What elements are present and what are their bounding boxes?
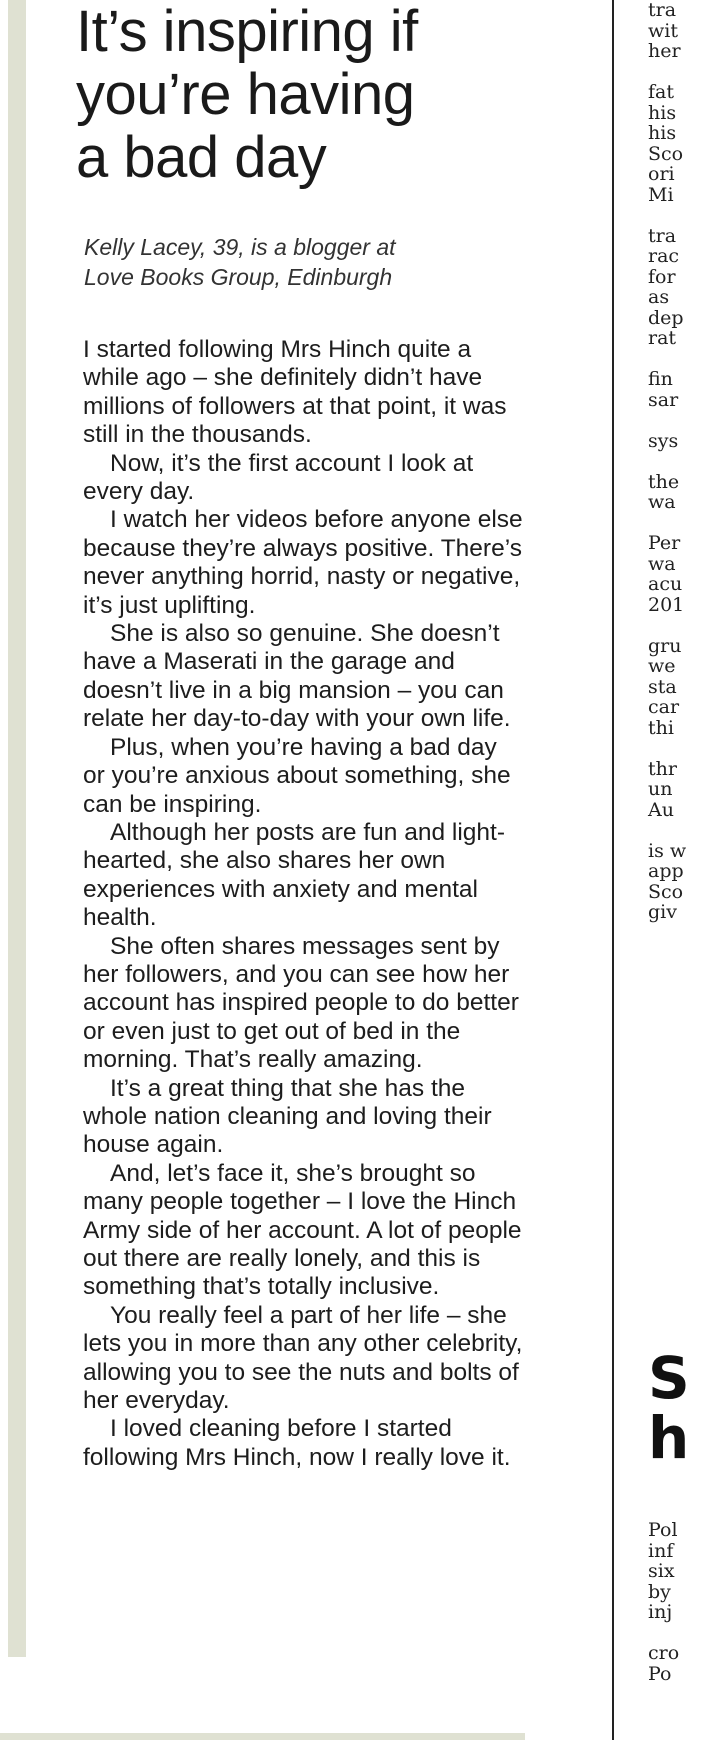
column-fragment: 201 <box>648 593 685 616</box>
column-fragment: thi <box>648 716 674 739</box>
paragraph: It’s a great thing that she has the whole nation cleaning and loving their house again. <box>83 1074 492 1159</box>
column-fragment <box>648 738 708 759</box>
article-byline <box>84 232 534 292</box>
column-fragment <box>648 410 708 431</box>
column-fragment: Pol <box>648 1519 678 1541</box>
column-fragment: inf <box>648 1539 674 1562</box>
bottom-accent-bar <box>0 1733 525 1740</box>
column-fragment: wit <box>648 19 678 42</box>
headline-line: a bad day <box>76 125 327 190</box>
paragraph: Plus, when you’re having a bad day or you’re anxious about something, she can be inspiring. <box>83 733 511 818</box>
column-fragment: tra <box>648 0 677 21</box>
paragraph: Although her posts are fun and light-hearted, she also shares her own experiences with anxiety and mental health. <box>83 818 505 932</box>
column-fragment: acu <box>648 573 683 595</box>
column-fragment: his <box>648 122 677 144</box>
column-fragment: sta <box>648 675 677 698</box>
column-fragment <box>648 513 708 534</box>
column-fragment <box>648 820 708 841</box>
column-fragment: Sco <box>648 142 684 165</box>
column-fragment: tra <box>648 224 677 247</box>
adjacent-headline-fragment: S <box>648 1344 690 1412</box>
column-fragment: his <box>648 101 677 124</box>
column-fragment: her <box>648 40 681 62</box>
paragraph: Now, it’s the first account I look at every day. <box>83 449 474 506</box>
paragraph: She often shares messages sent by her followers, and you can see how her account has inspired people to do better or even just to get out of bed in the morning. That’s really amazing. <box>83 932 519 1074</box>
column-fragment: we <box>648 655 676 677</box>
paragraph: I watch her videos before anyone else because they’re always positive. There’s never anything horrid, nasty or negative, it’s just uplifting. <box>83 506 523 619</box>
column-fragment <box>648 615 708 636</box>
column-fragment: Po <box>648 1662 672 1685</box>
column-fragment: fat <box>648 81 674 103</box>
column-fragment: inj <box>648 1601 673 1623</box>
column-fragment: un <box>648 778 673 800</box>
byline-line: Kelly Lacey, 39, is a blogger at <box>84 234 396 260</box>
column-fragment: rac <box>648 245 680 267</box>
column-fragment: sys <box>648 429 679 452</box>
column-fragment: fin <box>648 368 673 390</box>
column-fragment <box>648 451 708 472</box>
column-fragment: Mi <box>648 183 674 206</box>
paragraph: You really feel a part of her life – she lets you in more than any other celebrity, allowing you to see the nuts and bolts of her everyday. <box>83 1301 523 1415</box>
column-fragment: sar <box>648 388 679 411</box>
column-fragment: car <box>648 696 680 718</box>
column-fragment: app <box>648 860 684 882</box>
paragraph: She is also so genuine. She doesn’t have a Maserati in the garage and doesn’t live in a big mansion – you can relate her day-to-day with your own life. <box>83 620 511 733</box>
column-fragment: is w <box>648 839 687 862</box>
adjacent-column-headline <box>648 1344 690 1472</box>
left-accent-bar <box>8 0 26 1657</box>
column-fragment <box>648 62 708 83</box>
column-fragment: dep <box>648 306 684 329</box>
column-fragment: the <box>648 470 680 493</box>
byline-line: Love Books Group, Edinburgh <box>84 264 393 290</box>
adjacent-column-upper <box>648 0 708 923</box>
paragraph: I started following Mrs Hinch quite a while ago – she definitely didn’t have millions of followers at that point, it was still in the thousands. <box>83 336 507 449</box>
column-fragment: ori <box>648 163 675 185</box>
article-body <box>83 336 523 1472</box>
column-fragment: thr <box>648 757 677 780</box>
column-fragment: six <box>648 1560 675 1582</box>
column-fragment: Per <box>648 532 681 554</box>
paragraph: And, let’s face it, she’s brought so many people together – I love the Hinch Army side of her account. A lot of people out there are really lonely, and this is something that’s totally inclusive. <box>83 1159 522 1301</box>
column-fragment: by <box>648 1580 671 1603</box>
column-fragment: for <box>648 265 676 288</box>
column-divider <box>612 0 614 1740</box>
adjacent-column-lower <box>648 1520 708 1684</box>
column-fragment: as <box>648 286 670 308</box>
column-fragment: cro <box>648 1642 680 1664</box>
paragraph: I loved cleaning before I started following Mrs Hinch, now I really love it. <box>83 1415 511 1471</box>
column-fragment: gru <box>648 634 682 657</box>
column-fragment: giv <box>648 901 677 923</box>
column-fragment <box>648 1623 708 1644</box>
column-fragment: rat <box>648 327 677 349</box>
headline-line: It’s inspiring if <box>76 0 418 64</box>
article-headline <box>76 0 526 189</box>
adjacent-headline-fragment: h <box>648 1404 690 1472</box>
column-fragment: Sco <box>648 880 684 903</box>
headline-line: you’re having <box>76 62 415 127</box>
column-fragment <box>648 349 708 370</box>
column-fragment <box>648 205 708 226</box>
column-fragment: wa <box>648 552 676 575</box>
column-fragment: Au <box>648 798 674 821</box>
column-fragment: wa <box>648 491 676 513</box>
